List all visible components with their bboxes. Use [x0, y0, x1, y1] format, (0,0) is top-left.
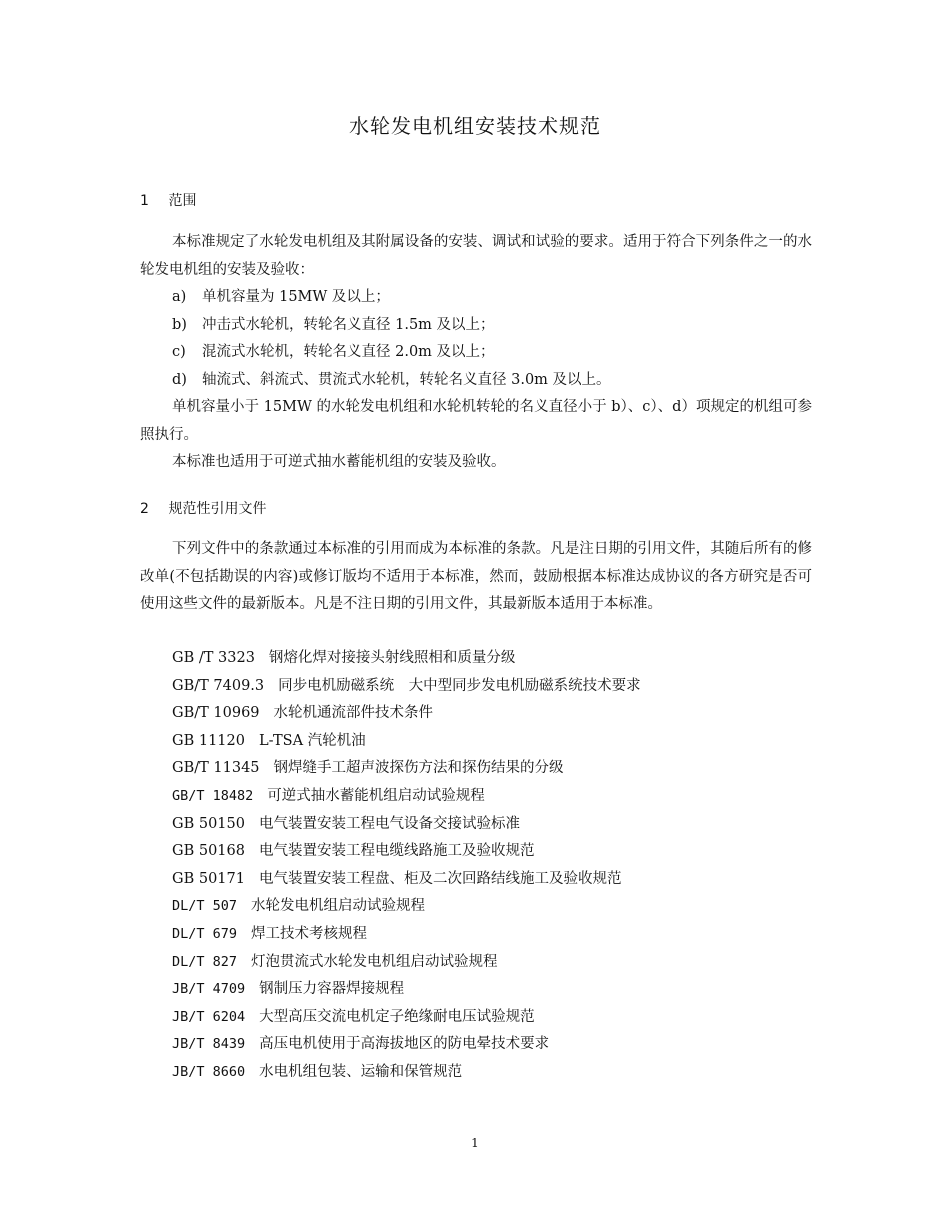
reference-code: GB/T 11345	[172, 760, 260, 777]
reference-code: GB/T 18482	[172, 787, 254, 804]
reference-code: DL/T 827	[172, 953, 238, 970]
section-1-heading	[140, 190, 196, 210]
list-item-text: 混流式水轮机，转轮名义直径 2.0m 及以上；	[202, 344, 495, 360]
reference-item	[172, 1004, 812, 1032]
list-marker: a)	[172, 289, 187, 305]
reference-item	[172, 1031, 812, 1059]
reference-item	[172, 866, 812, 894]
reference-item	[172, 949, 812, 977]
reference-title: 灯泡贯流式水轮发电机组启动试验规程	[251, 953, 498, 970]
reference-title: 水轮机通流部件技术条件	[273, 705, 434, 722]
list-marker: d)	[172, 371, 187, 388]
section-title: 范围	[168, 193, 197, 209]
list-item	[172, 367, 812, 395]
section-number: 1	[140, 193, 149, 209]
reference-item	[172, 976, 812, 1004]
reference-item	[172, 728, 812, 756]
section-2-heading	[140, 498, 266, 518]
reference-code: DL/T 507	[172, 898, 238, 915]
reference-code: JB/T 8660	[172, 1063, 246, 1080]
reference-code: JB/T 4709	[172, 981, 246, 998]
reference-title: 水电机组包装、运输和保管规范	[259, 1063, 463, 1080]
page-number: 1	[471, 1136, 479, 1150]
list-marker: c)	[172, 344, 186, 360]
reference-item	[172, 921, 812, 949]
scope-list	[172, 284, 812, 394]
reference-code: GB 50150	[172, 815, 245, 832]
reference-code: DL/T 679	[172, 925, 238, 942]
list-item	[172, 284, 812, 312]
reference-item	[172, 783, 812, 811]
reference-code: GB 50168	[172, 843, 245, 860]
reference-code: GB/T 10969	[172, 705, 260, 722]
reference-title: 电气装置安装工程电气设备交接试验标准	[258, 815, 520, 832]
reference-title: 焊工技术考核规程	[251, 925, 368, 942]
list-marker: b)	[172, 316, 187, 333]
reference-title: 水轮发电机组启动试验规程	[251, 898, 426, 915]
section-2-intro: 下列文件中的条款通过本标准的引用而成为本标准的条款。凡是注日期的引用文件，其随后所有的修改单(不包括勘误的内容)或修订版均不适用于本标准，然而，鼓励根据本标准达成协议的各方研究是否可使用这些文件的最新版本。凡是不注日期的引用文件，其最新版本适用于本标准。	[140, 541, 812, 612]
reference-item	[172, 700, 812, 728]
reference-list	[172, 645, 812, 1087]
reference-title: 同步电机励磁系统 大中型同步发电机励磁系统技术要求	[278, 677, 641, 694]
reference-title: 电气装置安装工程电缆线路施工及验收规范	[258, 843, 535, 860]
reference-code: GB 50171	[172, 870, 245, 887]
reference-item	[172, 645, 812, 673]
reference-item	[172, 755, 812, 783]
list-item-text: 轴流式、斜流式、贯流式水轮机，转轮名义直径 3.0m 及以上。	[202, 371, 611, 388]
reference-code: GB /T 3323	[172, 650, 255, 666]
reference-title: 大型高压交流电机定子绝缘耐电压试验规范	[259, 1008, 535, 1025]
list-item-text: 单机容量为 15MW 及以上；	[202, 289, 390, 305]
reference-code: GB 11120	[172, 732, 245, 749]
section-number: 2	[140, 501, 149, 517]
reference-title: 高压电机使用于高海拔地区的防电晕技术要求	[259, 1036, 550, 1053]
reference-title: 电气装置安装工程盘、柜及二次回路结线施工及验收规范	[258, 870, 622, 887]
list-item	[172, 312, 812, 340]
document-title: 水轮发电机组安装技术规范	[349, 114, 601, 138]
section-1-paragraph-2: 单机容量小于 15MW 的水轮发电机组和水轮机转轮的名义直径小于 b）、c）、d）项规定的机组可参照执行。	[140, 399, 812, 443]
section-1-paragraph-3: 本标准也适用于可逆式抽水蓄能机组的安装及验收。	[172, 454, 506, 470]
reference-title: 钢熔化焊对接接头射线照相和质量分级	[268, 650, 516, 666]
reference-title: L-TSA 汽轮机油	[258, 732, 366, 749]
list-item-text: 冲击式水轮机，转轮名义直径 1.5m 及以上；	[202, 316, 495, 333]
reference-code: GB/T 7409.3	[172, 677, 265, 694]
reference-code: JB/T 8439	[172, 1036, 246, 1053]
reference-item	[172, 1059, 812, 1087]
reference-title: 可逆式抽水蓄能机组启动试验规程	[267, 787, 485, 804]
reference-item	[172, 811, 812, 839]
reference-item	[172, 893, 812, 921]
reference-code: JB/T 6204	[172, 1008, 246, 1025]
section-1-intro: 本标准规定了水轮发电机组及其附属设备的安装、调试和试验的要求。适用于符合下列条件之一的水轮发电机组的安装及验收：	[140, 234, 812, 278]
section-title: 规范性引用文件	[168, 501, 267, 517]
reference-title: 钢制压力容器焊接规程	[259, 981, 405, 998]
reference-item	[172, 838, 812, 866]
list-item	[172, 339, 812, 367]
reference-item	[172, 673, 812, 701]
reference-title: 钢焊缝手工超声波探伤方法和探伤结果的分级	[273, 760, 564, 777]
